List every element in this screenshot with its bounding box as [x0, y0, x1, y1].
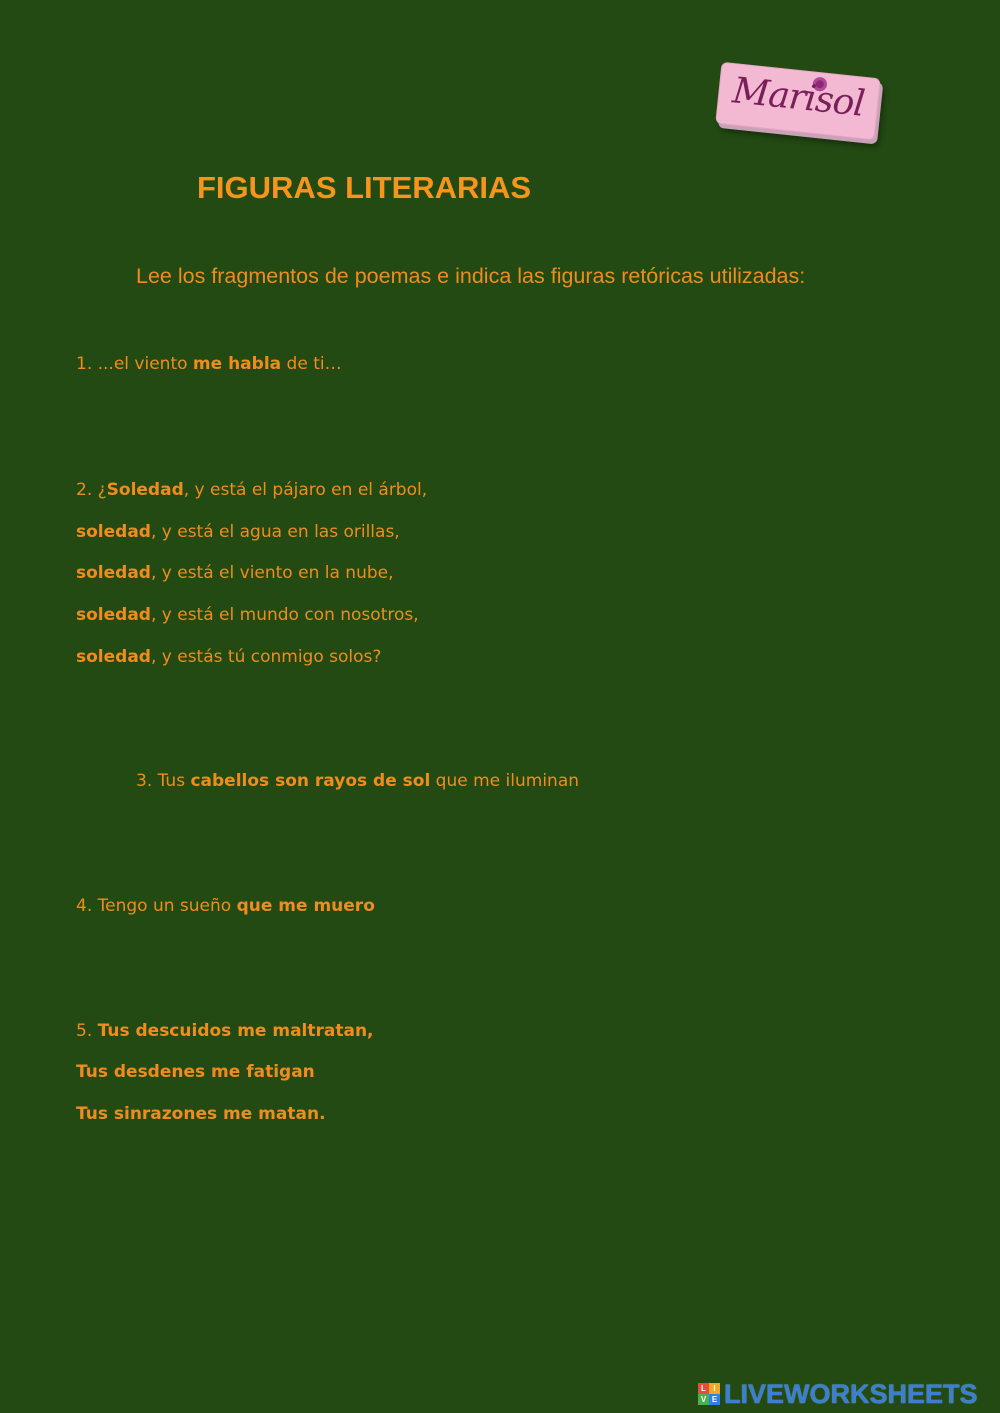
poem-line — [76, 646, 381, 668]
poem-line — [76, 353, 342, 375]
liveworksheets-brand — [698, 1378, 978, 1410]
logo-square: I — [709, 1383, 720, 1394]
line-text: , y estás tú conmigo solos? — [150, 647, 382, 667]
poem-line — [76, 1103, 326, 1125]
highlighted-phrase: cabellos son rayos de sol — [190, 771, 431, 791]
line-text: 1. ...el viento — [76, 354, 193, 374]
logo-square: L — [698, 1383, 709, 1394]
poem-line — [76, 895, 375, 917]
poem-line — [136, 770, 579, 792]
logo-text: Marisol — [730, 70, 867, 125]
line-text: , y está el viento en la nube, — [150, 563, 394, 583]
highlighted-phrase: me habla — [192, 354, 282, 374]
line-text: 2. ¿ — [76, 480, 107, 500]
line-text: que me iluminan — [430, 771, 580, 791]
highlighted-phrase: Soledad — [106, 480, 184, 500]
highlighted-phrase: soledad — [76, 522, 151, 542]
highlighted-phrase: Tus sinrazones me matan. — [76, 1104, 326, 1124]
highlighted-phrase: que me muero — [236, 896, 375, 916]
line-text: 4. Tengo un sueño — [76, 896, 237, 916]
logo-square: V — [698, 1394, 709, 1405]
poem-line — [76, 562, 394, 584]
highlighted-phrase: soledad — [76, 605, 151, 625]
poem-line — [76, 1061, 315, 1083]
marisol-logo — [715, 62, 881, 140]
instruction-text: Lee los fragmentos de poemas e indica las figuras retóricas utilizadas: — [136, 264, 806, 288]
highlighted-phrase: soledad — [76, 647, 151, 667]
line-text: , y está el pájaro en el árbol, — [183, 480, 428, 500]
poem-line — [76, 604, 419, 626]
line-text: de ti… — [281, 354, 342, 374]
brand-name: LIVEWORKSHEETS — [724, 1378, 978, 1409]
liveworksheets-logo-icon — [698, 1383, 720, 1405]
logo-square: E — [709, 1394, 720, 1405]
highlighted-phrase: soledad — [76, 563, 151, 583]
line-text: 5. — [76, 1021, 98, 1041]
poem-line — [76, 479, 427, 501]
line-text: , y está el mundo con nosotros, — [150, 605, 419, 625]
highlighted-phrase: Tus descuidos me maltratan, — [97, 1021, 374, 1041]
page-title: FIGURAS LITERARIAS — [197, 170, 532, 205]
line-text: , y está el agua en las orillas, — [150, 522, 400, 542]
poem-line — [76, 521, 400, 543]
poem-line — [76, 1020, 374, 1042]
highlighted-phrase: Tus desdenes me fatigan — [76, 1062, 315, 1082]
line-text: 3. Tus — [136, 771, 191, 791]
